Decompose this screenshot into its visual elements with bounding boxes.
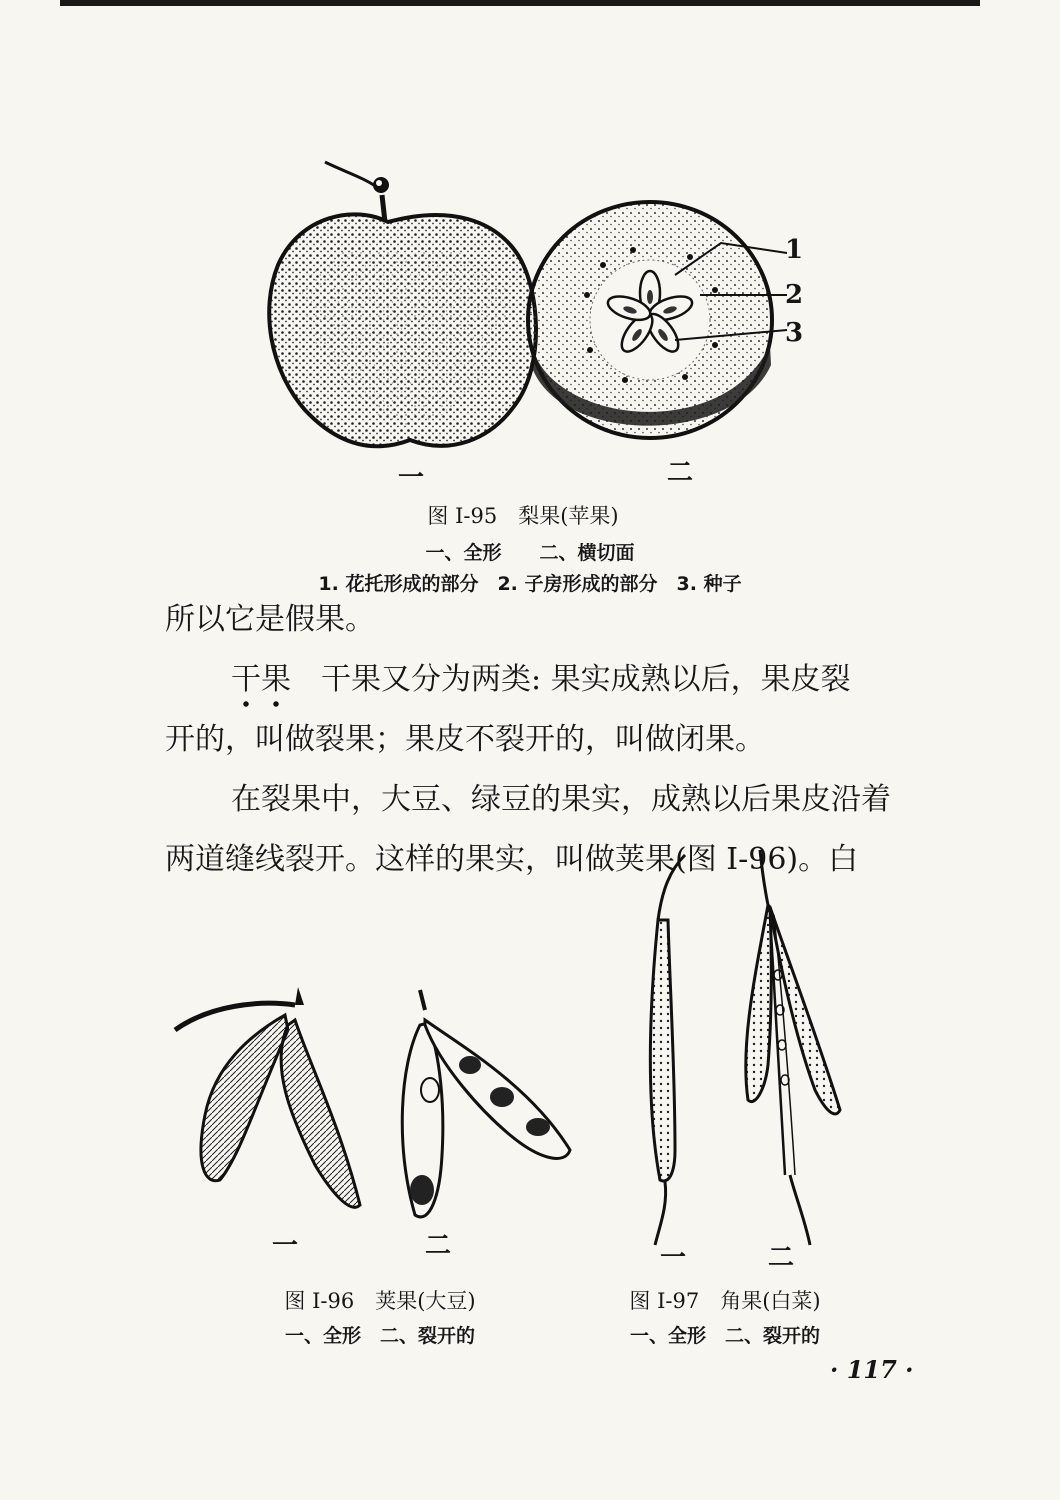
fig95-part-label-1: 一 [398, 463, 425, 493]
paragraph-1: 所以它是假果。 [165, 602, 375, 637]
fig95-caption-legend: 1. 花托形成的部分 2. 子房形成的部分 3. 种子 [318, 573, 742, 595]
fig95-caption-subtitle: 一、全形 二、横切面 [425, 542, 635, 564]
fig96-caption-subtitle: 一、全形 二、裂开的 [284, 1325, 475, 1347]
paragraph-2-line-1 [165, 650, 925, 710]
apple-whole-illustration [260, 170, 560, 470]
fig95-part-label-2: 二 [667, 458, 694, 488]
top-border-rule [60, 0, 980, 6]
fig97-part-label-1: 一 [660, 1243, 687, 1273]
cabbage-silique-whole-illustration [630, 850, 710, 1250]
fig95-callout-1: 1 [785, 235, 804, 265]
fig97-caption [575, 1285, 875, 1348]
fig95-callout-2: 2 [785, 280, 804, 310]
fig96-caption-title: 图 I-96 荚果(大豆) [284, 1289, 476, 1313]
paragraph-2-line-1-text: 干果又分为两类: 果实成熟以后，果皮裂 [291, 662, 851, 697]
soybean-pod-whole-illustration [170, 975, 390, 1235]
cabbage-silique-split-illustration [730, 845, 850, 1245]
fig95-caption [160, 500, 900, 596]
fig95-callout-3: 3 [785, 318, 804, 348]
apple-cross-section-illustration [525, 195, 785, 455]
fig97-caption-title: 图 I-97 角果(白菜) [629, 1289, 821, 1313]
paragraph-2-line-2: 开的，叫做裂果；果皮不裂开的，叫做闭果。 [165, 722, 765, 757]
fig95-caption-title: 图 I-95 梨果(苹果) [427, 504, 619, 528]
fig96-caption [230, 1285, 530, 1348]
fig96-part-label-1: 一 [272, 1231, 299, 1261]
fig97-caption-subtitle: 一、全形 二、裂开的 [629, 1325, 820, 1347]
fig96-part-label-2: 二 [425, 1231, 452, 1261]
page-number: · 117 · [830, 1355, 914, 1384]
term-dry-fruit: 干果 [231, 662, 291, 697]
paragraph-3-line-1: 在裂果中，大豆、绿豆的果实，成熟以后果皮沿着 [231, 782, 891, 817]
fig97-part-label-2: 二 [768, 1243, 795, 1273]
paragraph-3-line-2: 两道缝线裂开。这样的果实，叫做荚果(图 I-96)。白 [165, 842, 859, 877]
soybean-pod-split-illustration [390, 985, 590, 1235]
